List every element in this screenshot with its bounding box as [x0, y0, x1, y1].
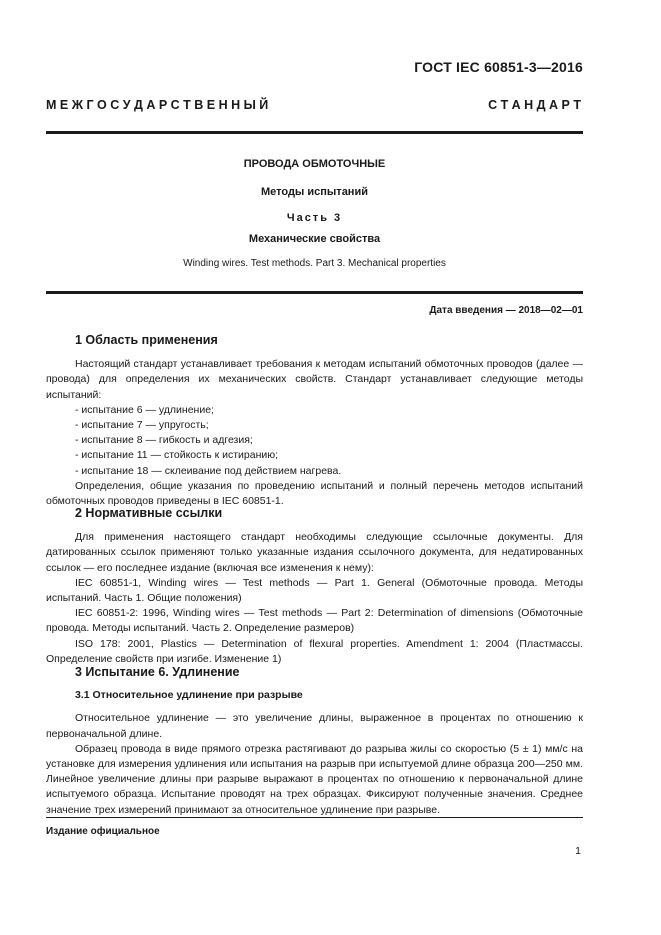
official-edition-label: Издание официальное: [46, 826, 160, 837]
part-title: Механические свойства: [248, 233, 381, 245]
document-title: ПРОВОДА ОБМОТОЧНЫЕ: [243, 158, 386, 170]
banner-word-standard: С Т А Н Д А Р Т: [488, 98, 581, 112]
paragraph: Для применения настоящего стандарт необходимы следующие ссылочные документы. Для датированных ссылок применяют только указанные издания ссылочного документа, для недатированных ссылок — его последнее издание (включая все изменения к нему):: [46, 531, 583, 574]
paragraph: Настоящий стандарт устанавливает требования к методам испытаний обмоточных проводов (далее — провода) для определения их механических свойств. Стандарт устанавливает следующие методы испытаний:: [46, 358, 583, 401]
list-item: - испытание 11 — стойкость к истиранию;: [75, 449, 279, 462]
english-title: Winding wires. Test methods. Part 3. Mechanical properties: [183, 258, 446, 269]
section-scope: [46, 333, 583, 509]
reference-item: IEC 60851-2: 1996, Winding wires — Test methods — Part 2: Determination of dimensions (Обмоточные провода. Методы испытаний. Часть 2. Определение размеров): [46, 607, 583, 635]
section-heading: 3 Испытание 6. Удлинение: [75, 665, 240, 679]
interstate-standard-banner: [46, 98, 581, 112]
paragraph: Образец провода в виде прямого отрезка растягивают до разрыва жилы со скоростью (5 ± 1) мм/с на установке для измерения удлинения или испытания на разрыв при испытуемой длине образца 200—250 мм. Линейное увеличение длины при разрыве выражают в процентах по отношению к первоначальной длине испытуемого образца. Испытание проводят на трех образцах. Фиксируют полученные значения. Среднее значение трех измерений принимают за относительное удлинение при разрыве.: [46, 742, 583, 816]
reference-item: IEC 60851-1, Winding wires — Test methods — Part 1. General (Обмоточные провода. Методы испытаний. Часть 1. Общие положения): [46, 576, 583, 605]
list-item: - испытание 6 — удлинение;: [75, 403, 214, 416]
document-code: ГОСТ IEC 60851-3—2016: [414, 59, 583, 75]
section-heading: 1 Область применения: [75, 333, 218, 347]
reference-item: ISO 178: 2001, Plastics — Determination of flexural properties. Amendment 1: 2004 (Пластмассы. Определение свойств при изгибе. Изменение 1): [46, 637, 583, 665]
subsection-heading: 3.1 Относительное удлинение при разрыве: [75, 689, 303, 702]
introduction-date: Дата введения — 2018—02—01: [429, 305, 583, 316]
document-subtitle: Методы испытаний: [261, 186, 368, 198]
section-heading: 2 Нормативные ссылки: [75, 506, 223, 520]
header-divider: [46, 131, 583, 134]
section-normative-references: [46, 506, 583, 667]
list-item: - испытание 8 — гибкость и адгезия;: [75, 434, 253, 447]
paragraph: Определения, общие указания по проведению испытаний и полный перечень методов испытаний обмоточных проводов приведены в IEC 60851-1.: [46, 479, 583, 508]
part-label: Часть 3: [286, 212, 343, 224]
footer-divider: [46, 817, 583, 818]
list-item: - испытание 7 — упругость;: [75, 419, 209, 432]
section-test-6: [46, 665, 583, 818]
list-item: - испытание 18 — склеивание под действием нагрева.: [75, 464, 342, 477]
paragraph: Относительное удлинение — это увеличение длины, выраженное в процентах по отношению к первоначальной длине.: [46, 712, 583, 740]
title-divider: [46, 291, 583, 294]
banner-word-interstate: М Е Ж Г О С У Д А Р С Т В Е Н Н Ы Й: [46, 98, 269, 112]
page-number: 1: [575, 845, 581, 857]
